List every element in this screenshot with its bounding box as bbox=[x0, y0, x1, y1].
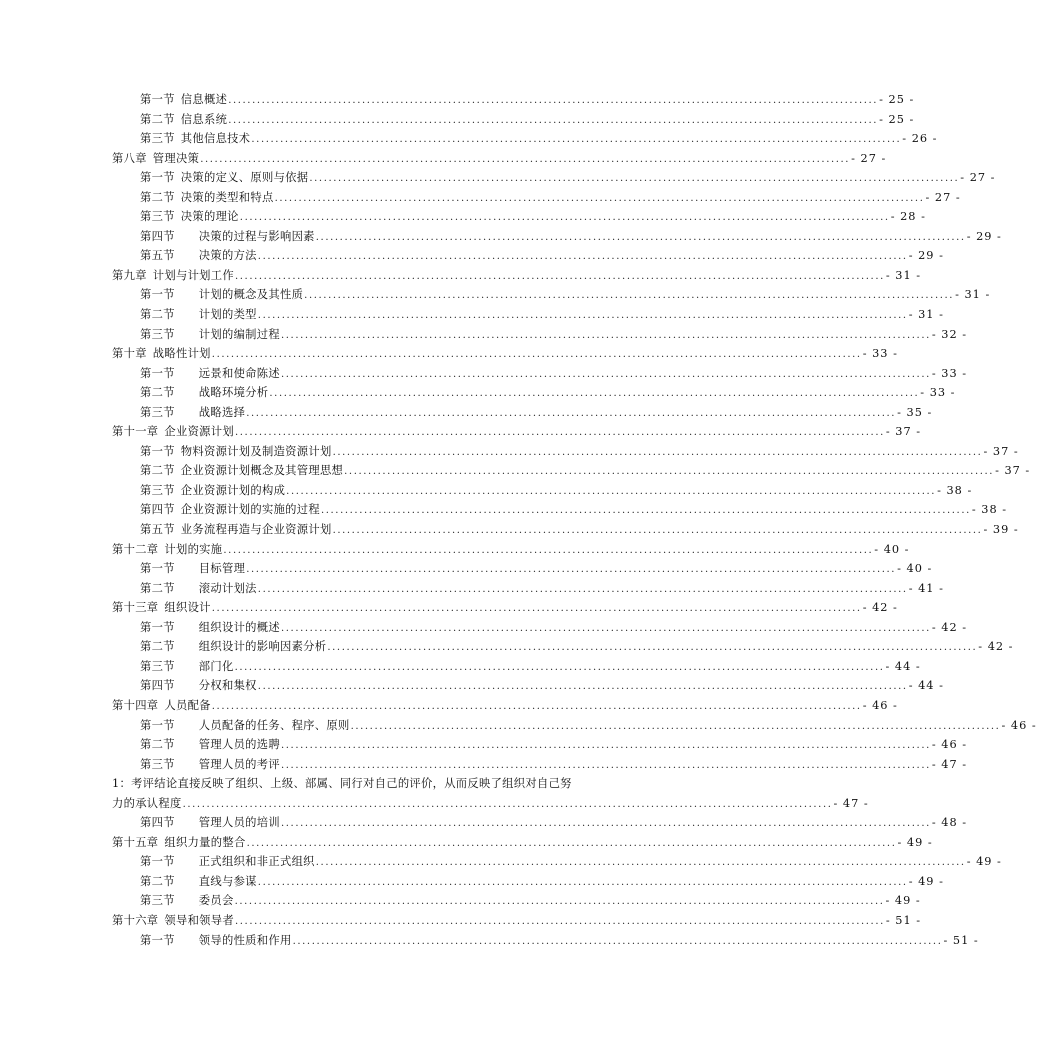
toc-entry-text bbox=[140, 285, 303, 305]
toc-entry-label: 第二节 bbox=[140, 464, 175, 478]
dot-leader: ........................................................................................................................................ bbox=[280, 759, 931, 771]
toc-entry-text bbox=[112, 540, 222, 560]
toc-entry-title: 企业资源计划的实施的过程 bbox=[180, 503, 320, 517]
dot-leader: ........................................................................................................................................ bbox=[327, 642, 978, 654]
toc-chapter-entry[interactable] bbox=[112, 344, 898, 364]
toc-entry-title: 决策的过程与影响因素 bbox=[198, 229, 315, 243]
toc-section-entry[interactable] bbox=[112, 520, 1019, 540]
toc-entry-label: 第二节 bbox=[140, 581, 175, 595]
toc-entry-title: 决策的方法 bbox=[198, 249, 257, 263]
toc-entry-label: 第四节 bbox=[140, 679, 175, 693]
toc-entry-text bbox=[140, 618, 280, 638]
toc-entry-title: 领导和领导者 bbox=[164, 913, 234, 927]
toc-entry-label: 第三节 bbox=[140, 659, 175, 673]
toc-entry-label: 第三节 bbox=[140, 894, 175, 908]
toc-entry-text bbox=[140, 755, 280, 775]
toc-section-entry[interactable] bbox=[112, 637, 1014, 657]
toc-entry-label: 第三节 bbox=[140, 327, 175, 341]
toc-entry-title: 直线与参谋 bbox=[198, 874, 257, 888]
toc-entry-text bbox=[140, 168, 308, 188]
toc-section-entry[interactable] bbox=[112, 461, 1031, 481]
dot-leader: ........................................................................................................................................ bbox=[304, 290, 955, 302]
toc-page-number: - 46 - bbox=[931, 738, 968, 752]
toc-page-number: - 46 - bbox=[862, 698, 898, 712]
toc-section-entry[interactable] bbox=[112, 129, 938, 149]
toc-section-entry[interactable] bbox=[112, 579, 944, 599]
toc-entry-label: 第三节 bbox=[140, 132, 175, 146]
toc-entry-title: 委员会 bbox=[198, 894, 234, 908]
toc-entry-text bbox=[140, 481, 285, 501]
toc-item-entry[interactable] bbox=[112, 794, 869, 814]
toc-entry-text bbox=[112, 149, 199, 169]
dot-leader: ........................................................................................................................................ bbox=[239, 212, 890, 224]
toc-entry-label: 第一节 bbox=[140, 718, 175, 732]
toc-entry-text bbox=[112, 598, 211, 618]
toc-entry-text bbox=[112, 344, 211, 364]
dot-leader: ........................................................................................................................................ bbox=[251, 134, 902, 146]
toc-entry-text bbox=[112, 794, 182, 814]
dot-leader: ........................................................................................................................................ bbox=[280, 329, 931, 341]
toc-entry-label: 第一节 bbox=[140, 562, 175, 576]
toc-entry-text bbox=[140, 188, 274, 208]
toc-entry-title: 管理人员的考评 bbox=[198, 757, 280, 771]
toc-entry-text bbox=[140, 735, 280, 755]
toc-page-number: - 33 - bbox=[920, 386, 956, 400]
dot-leader: ........................................................................................................................................ bbox=[286, 485, 937, 497]
toc-entry-label: 第十五章 bbox=[112, 835, 159, 849]
toc-entry-title: 组织设计 bbox=[164, 601, 211, 615]
toc-entry-text bbox=[140, 931, 292, 951]
dot-leader: ........................................................................................................................................ bbox=[246, 837, 897, 849]
toc-entry-text bbox=[140, 676, 257, 696]
toc-entry-label: 第九章 bbox=[112, 268, 147, 282]
toc-chapter-entry[interactable] bbox=[112, 911, 922, 931]
toc-chapter-entry[interactable] bbox=[112, 540, 910, 560]
toc-entry-title: 组织力量的整合 bbox=[164, 835, 246, 849]
toc-entry-label: 第五节 bbox=[140, 249, 175, 263]
toc-page-number: - 31 - bbox=[885, 268, 922, 282]
dot-leader: ........................................................................................................................................ bbox=[257, 876, 908, 888]
dot-leader: ........................................................................................................................................ bbox=[234, 915, 885, 927]
toc-entry-text bbox=[140, 461, 343, 481]
toc-entry-label: 第三节 bbox=[140, 405, 175, 419]
toc-entry-title: 滚动计划法 bbox=[198, 581, 257, 595]
dot-leader: ........................................................................................................................................ bbox=[280, 740, 931, 752]
toc-page-number: - 49 - bbox=[885, 894, 921, 908]
toc-section-entry[interactable] bbox=[112, 676, 944, 696]
dot-leader: ........................................................................................................................................ bbox=[280, 368, 931, 380]
toc-section-entry[interactable] bbox=[112, 246, 944, 266]
toc-entry-title: 组织设计的概述 bbox=[198, 620, 280, 634]
dot-leader: ........................................................................................................................................ bbox=[223, 544, 874, 556]
toc-chapter-entry[interactable] bbox=[112, 833, 933, 853]
toc-entry-title: 决策的定义、原则与依据 bbox=[180, 171, 309, 185]
dot-leader: ........................................................................................................................................ bbox=[280, 622, 931, 634]
toc-page-number: - 46 - bbox=[1001, 718, 1037, 732]
toc-page-number: - 44 - bbox=[885, 659, 921, 673]
toc-page-number: - 27 - bbox=[960, 171, 996, 185]
dot-leader: ........................................................................................................................................ bbox=[257, 310, 908, 322]
toc-section-entry[interactable] bbox=[112, 227, 1002, 247]
toc-page-number: - 40 - bbox=[897, 562, 933, 576]
toc-entry-text bbox=[140, 657, 234, 677]
toc-entry-label: 第一节 bbox=[140, 93, 175, 106]
toc-page-number: - 49 - bbox=[908, 874, 944, 888]
toc-section-entry[interactable] bbox=[112, 716, 1037, 736]
toc-entry-text bbox=[112, 422, 234, 442]
toc-entry-text bbox=[140, 403, 245, 423]
toc-entry-text bbox=[112, 266, 234, 286]
dot-leader: ........................................................................................................................................ bbox=[315, 857, 966, 869]
toc-page-number: - 39 - bbox=[983, 523, 1019, 537]
dot-leader: ........................................................................................................................................ bbox=[332, 446, 983, 458]
toc-section-entry[interactable] bbox=[112, 618, 968, 638]
toc-page-number: - 51 - bbox=[943, 933, 979, 947]
toc-entry-title: 力的承认程度 bbox=[112, 796, 182, 810]
toc-section-entry[interactable] bbox=[112, 755, 968, 775]
toc-entry-label: 第一节 bbox=[140, 288, 175, 302]
toc-section-entry[interactable] bbox=[112, 110, 915, 130]
toc-entry-text bbox=[140, 637, 326, 657]
toc-section-entry[interactable] bbox=[112, 285, 991, 305]
toc-page-number: - 33 - bbox=[931, 366, 968, 380]
toc-page-number: - 25 - bbox=[879, 93, 915, 106]
toc-chapter-entry[interactable] bbox=[112, 422, 922, 442]
toc-entry-label: 第二节 bbox=[140, 874, 175, 888]
dot-leader: ........................................................................................................................................ bbox=[211, 700, 862, 712]
dot-leader: ........................................................................................................................................ bbox=[234, 270, 885, 282]
toc-page-number: - 42 - bbox=[978, 640, 1014, 654]
dot-leader: ........................................................................................................................................ bbox=[246, 564, 897, 576]
toc-section-entry[interactable] bbox=[112, 500, 1008, 520]
dot-leader: ........................................................................................................................................ bbox=[200, 153, 851, 165]
toc-page-number: - 41 - bbox=[908, 581, 944, 595]
toc-entry-title: 计划与计划工作 bbox=[152, 268, 234, 282]
toc-page-number: - 27 - bbox=[851, 151, 887, 165]
toc-entry-title: 信息概述 bbox=[180, 93, 228, 106]
toc-entry-text bbox=[140, 500, 320, 520]
toc-chapter-entry[interactable] bbox=[112, 149, 887, 169]
dot-leader: ........................................................................................................................................ bbox=[246, 407, 897, 419]
toc-entry-text bbox=[140, 559, 245, 579]
toc-entry-title: 管理决策 bbox=[152, 151, 200, 165]
toc-entry-text bbox=[140, 891, 234, 911]
toc-page-number: - 28 - bbox=[890, 210, 926, 224]
toc-page-number: - 29 - bbox=[908, 249, 944, 263]
toc-item-entry[interactable] bbox=[112, 774, 632, 794]
toc-entry-label: 第十四章 bbox=[112, 698, 159, 712]
dot-leader: ........................................................................................................................................ bbox=[292, 935, 943, 947]
toc-entry-title: 目标管理 bbox=[198, 562, 246, 576]
toc-entry-title: 战略性计划 bbox=[152, 347, 211, 361]
toc-entry-title: 计划的类型 bbox=[198, 308, 257, 322]
toc-entry-title: 物料资源计划及制造资源计划 bbox=[180, 444, 332, 458]
toc-page-number: - 31 - bbox=[908, 308, 944, 322]
toc-section-entry[interactable] bbox=[112, 931, 979, 951]
toc-entry-title: 远景和使命陈述 bbox=[198, 366, 280, 380]
toc-entry-title: 1：考评结论直接反映了组织、上级、部属、同行对自己的评价，从而反映了组织对自己努 bbox=[112, 777, 572, 791]
toc-entry-title: 管理人员的选聘 bbox=[198, 738, 280, 752]
toc-page-number: - 32 - bbox=[931, 327, 968, 341]
toc-entry-label: 第三节 bbox=[140, 757, 175, 771]
dot-leader: ........................................................................................................................................ bbox=[257, 681, 908, 693]
toc-entry-label: 第一节 bbox=[140, 171, 175, 185]
toc-entry-title: 信息系统 bbox=[180, 112, 228, 126]
dot-leader: ........................................................................................................................................ bbox=[257, 583, 908, 595]
toc-page-number: - 38 - bbox=[937, 483, 973, 497]
toc-entry-label: 第二节 bbox=[140, 112, 175, 126]
toc-entry-label: 第二节 bbox=[140, 308, 175, 322]
toc-entry-title: 人员配备的任务、程序、原则 bbox=[198, 718, 350, 732]
toc-section-entry[interactable] bbox=[112, 168, 996, 188]
toc-entry-title: 正式组织和非正式组织 bbox=[198, 855, 315, 869]
toc-entry-title: 战略选择 bbox=[198, 405, 246, 419]
toc-entry-title: 人员配备 bbox=[164, 698, 211, 712]
toc-chapter-entry[interactable] bbox=[112, 598, 898, 618]
toc-entry-title: 计划的编制过程 bbox=[198, 327, 280, 341]
toc-entry-title: 企业资源计划 bbox=[164, 425, 234, 439]
toc-page-number: - 37 - bbox=[885, 425, 922, 439]
toc-page-number: - 48 - bbox=[931, 816, 968, 830]
toc-entry-text bbox=[140, 872, 257, 892]
toc-entry-label: 第四节 bbox=[140, 816, 175, 830]
dot-leader: ........................................................................................................................................ bbox=[257, 251, 908, 263]
dot-leader: ........................................................................................................................................ bbox=[280, 818, 931, 830]
toc-entry-text bbox=[140, 207, 239, 227]
toc-entry-text bbox=[140, 325, 280, 345]
dot-leader: ........................................................................................................................................ bbox=[234, 661, 885, 673]
toc-page-number: - 38 - bbox=[971, 503, 1008, 517]
toc-entry-title: 企业资源计划概念及其管理思想 bbox=[180, 464, 344, 478]
dot-leader: ........................................................................................................................................ bbox=[211, 603, 862, 615]
toc-entry-label: 第四节 bbox=[140, 229, 175, 243]
toc-entry-title: 管理人员的培训 bbox=[198, 816, 280, 830]
toc-entry-title: 业务流程再造与企业资源计划 bbox=[180, 523, 332, 537]
dot-leader: ........................................................................................................................................ bbox=[228, 114, 879, 126]
toc-section-entry[interactable] bbox=[112, 813, 968, 833]
toc-entry-text bbox=[140, 227, 315, 247]
dot-leader: ........................................................................................................................................ bbox=[211, 349, 862, 361]
toc-entry-label: 第五节 bbox=[140, 523, 175, 537]
toc-entry-text bbox=[140, 246, 257, 266]
toc-page-number: - 40 - bbox=[874, 542, 910, 556]
toc-page-number: - 51 - bbox=[885, 913, 922, 927]
toc-entry-title: 部门化 bbox=[198, 659, 234, 673]
toc-entry-title: 领导的性质和作用 bbox=[198, 933, 292, 947]
toc-entry-text bbox=[112, 833, 246, 853]
toc-section-entry[interactable] bbox=[112, 325, 968, 345]
toc-entry-text bbox=[112, 777, 572, 790]
toc-entry-text bbox=[112, 696, 211, 716]
toc-entry-title: 战略环境分析 bbox=[198, 386, 269, 400]
toc-entry-text bbox=[140, 579, 257, 599]
toc-section-entry[interactable] bbox=[112, 364, 968, 384]
toc-entry-label: 第二节 bbox=[140, 190, 175, 204]
toc-chapter-entry[interactable] bbox=[112, 266, 922, 286]
toc-entry-label: 第二节 bbox=[140, 386, 175, 400]
toc-section-entry[interactable] bbox=[112, 305, 944, 325]
toc-entry-title: 企业资源计划的构成 bbox=[180, 483, 286, 497]
toc-entry-text bbox=[140, 716, 350, 736]
toc-section-entry[interactable] bbox=[112, 852, 1002, 872]
toc-section-entry[interactable] bbox=[112, 735, 968, 755]
dot-leader: ........................................................................................................................................ bbox=[228, 95, 879, 106]
toc-entry-title: 决策的类型和特点 bbox=[180, 190, 274, 204]
toc-section-entry[interactable] bbox=[112, 559, 933, 579]
toc-entry-label: 第十二章 bbox=[112, 542, 159, 556]
toc-entry-text bbox=[140, 520, 332, 540]
toc-entry-title: 计划的概念及其性质 bbox=[198, 288, 304, 302]
toc-page-number: - 29 - bbox=[966, 229, 1002, 243]
toc-page-number: - 49 - bbox=[966, 855, 1002, 869]
toc-chapter-entry[interactable] bbox=[112, 696, 898, 716]
toc-entry-label: 第十六章 bbox=[112, 913, 159, 927]
toc-entry-text bbox=[140, 110, 227, 130]
toc-page-number: - 27 - bbox=[925, 190, 961, 204]
toc-entry-label: 第十章 bbox=[112, 347, 147, 361]
toc-section-entry[interactable] bbox=[112, 383, 956, 403]
toc-entry-text bbox=[140, 813, 280, 833]
toc-section-entry[interactable] bbox=[112, 442, 1019, 462]
dot-leader: ........................................................................................................................................ bbox=[320, 505, 971, 517]
toc-entry-title: 分权和集权 bbox=[198, 679, 257, 693]
dot-leader: ........................................................................................................................................ bbox=[309, 173, 960, 185]
toc-section-entry[interactable] bbox=[112, 403, 933, 423]
toc-page-number: - 47 - bbox=[931, 757, 968, 771]
toc-page-number: - 37 - bbox=[983, 444, 1019, 458]
toc-page-number: - 35 - bbox=[897, 405, 933, 419]
toc-entry-title: 组织设计的影响因素分析 bbox=[198, 640, 327, 654]
toc-entry-label: 第十三章 bbox=[112, 601, 159, 615]
toc-entry-text bbox=[140, 364, 280, 384]
toc-entry-text bbox=[140, 442, 332, 462]
toc-page-number: - 42 - bbox=[931, 620, 968, 634]
dot-leader: ........................................................................................................................................ bbox=[234, 427, 885, 439]
toc-entry-text bbox=[112, 911, 234, 931]
toc-section-entry[interactable] bbox=[112, 188, 961, 208]
toc-entry-label: 第三节 bbox=[140, 483, 175, 497]
toc-section-entry[interactable] bbox=[112, 481, 973, 501]
toc-page-number: - 42 - bbox=[862, 601, 898, 615]
toc-page-number: - 49 - bbox=[897, 835, 933, 849]
table-of-contents bbox=[112, 90, 1037, 950]
toc-section-entry[interactable] bbox=[112, 891, 921, 911]
dot-leader: ........................................................................................................................................ bbox=[315, 231, 966, 243]
toc-entry-title: 决策的理论 bbox=[180, 210, 239, 224]
dot-leader: ........................................................................................................................................ bbox=[234, 896, 885, 908]
toc-page-number: - 26 - bbox=[902, 132, 938, 146]
toc-page-number: - 31 - bbox=[955, 288, 991, 302]
dot-leader: ........................................................................................................................................ bbox=[332, 525, 983, 537]
toc-entry-text bbox=[140, 90, 227, 110]
toc-entry-text bbox=[140, 129, 250, 149]
toc-entry-label: 第二节 bbox=[140, 640, 175, 654]
toc-entry-label: 第一节 bbox=[140, 855, 175, 869]
toc-entry-label: 第四节 bbox=[140, 503, 175, 517]
toc-entry-title: 计划的实施 bbox=[164, 542, 223, 556]
toc-page-number: - 47 - bbox=[833, 796, 869, 810]
toc-entry-label: 第八章 bbox=[112, 151, 147, 165]
toc-entry-label: 第一节 bbox=[140, 620, 175, 634]
dot-leader: ........................................................................................................................................ bbox=[269, 388, 920, 400]
dot-leader: ........................................................................................................................................ bbox=[350, 720, 1001, 732]
toc-page-number: - 25 - bbox=[879, 112, 915, 126]
dot-leader: ........................................................................................................................................ bbox=[274, 192, 925, 204]
toc-entry-text bbox=[140, 305, 257, 325]
dot-leader: ........................................................................................................................................ bbox=[344, 466, 995, 478]
dot-leader: ........................................................................................................................................ bbox=[182, 798, 833, 810]
toc-entry-label: 第一节 bbox=[140, 933, 175, 947]
toc-section-entry[interactable] bbox=[112, 207, 926, 227]
toc-entry-label: 第一节 bbox=[140, 444, 175, 458]
toc-page-number: - 44 - bbox=[908, 679, 944, 693]
toc-entry-text bbox=[140, 852, 315, 872]
toc-entry-label: 第二节 bbox=[140, 738, 175, 752]
toc-entry-text bbox=[140, 383, 268, 403]
toc-section-entry[interactable] bbox=[112, 90, 915, 110]
toc-entry-label: 第十一章 bbox=[112, 425, 159, 439]
toc-section-entry[interactable] bbox=[112, 872, 944, 892]
toc-entry-label: 第一节 bbox=[140, 366, 175, 380]
toc-page-number: - 37 - bbox=[995, 464, 1031, 478]
toc-section-entry[interactable] bbox=[112, 657, 921, 677]
toc-entry-title: 其他信息技术 bbox=[180, 132, 251, 146]
toc-entry-label: 第三节 bbox=[140, 210, 175, 224]
toc-page-number: - 33 - bbox=[862, 347, 898, 361]
